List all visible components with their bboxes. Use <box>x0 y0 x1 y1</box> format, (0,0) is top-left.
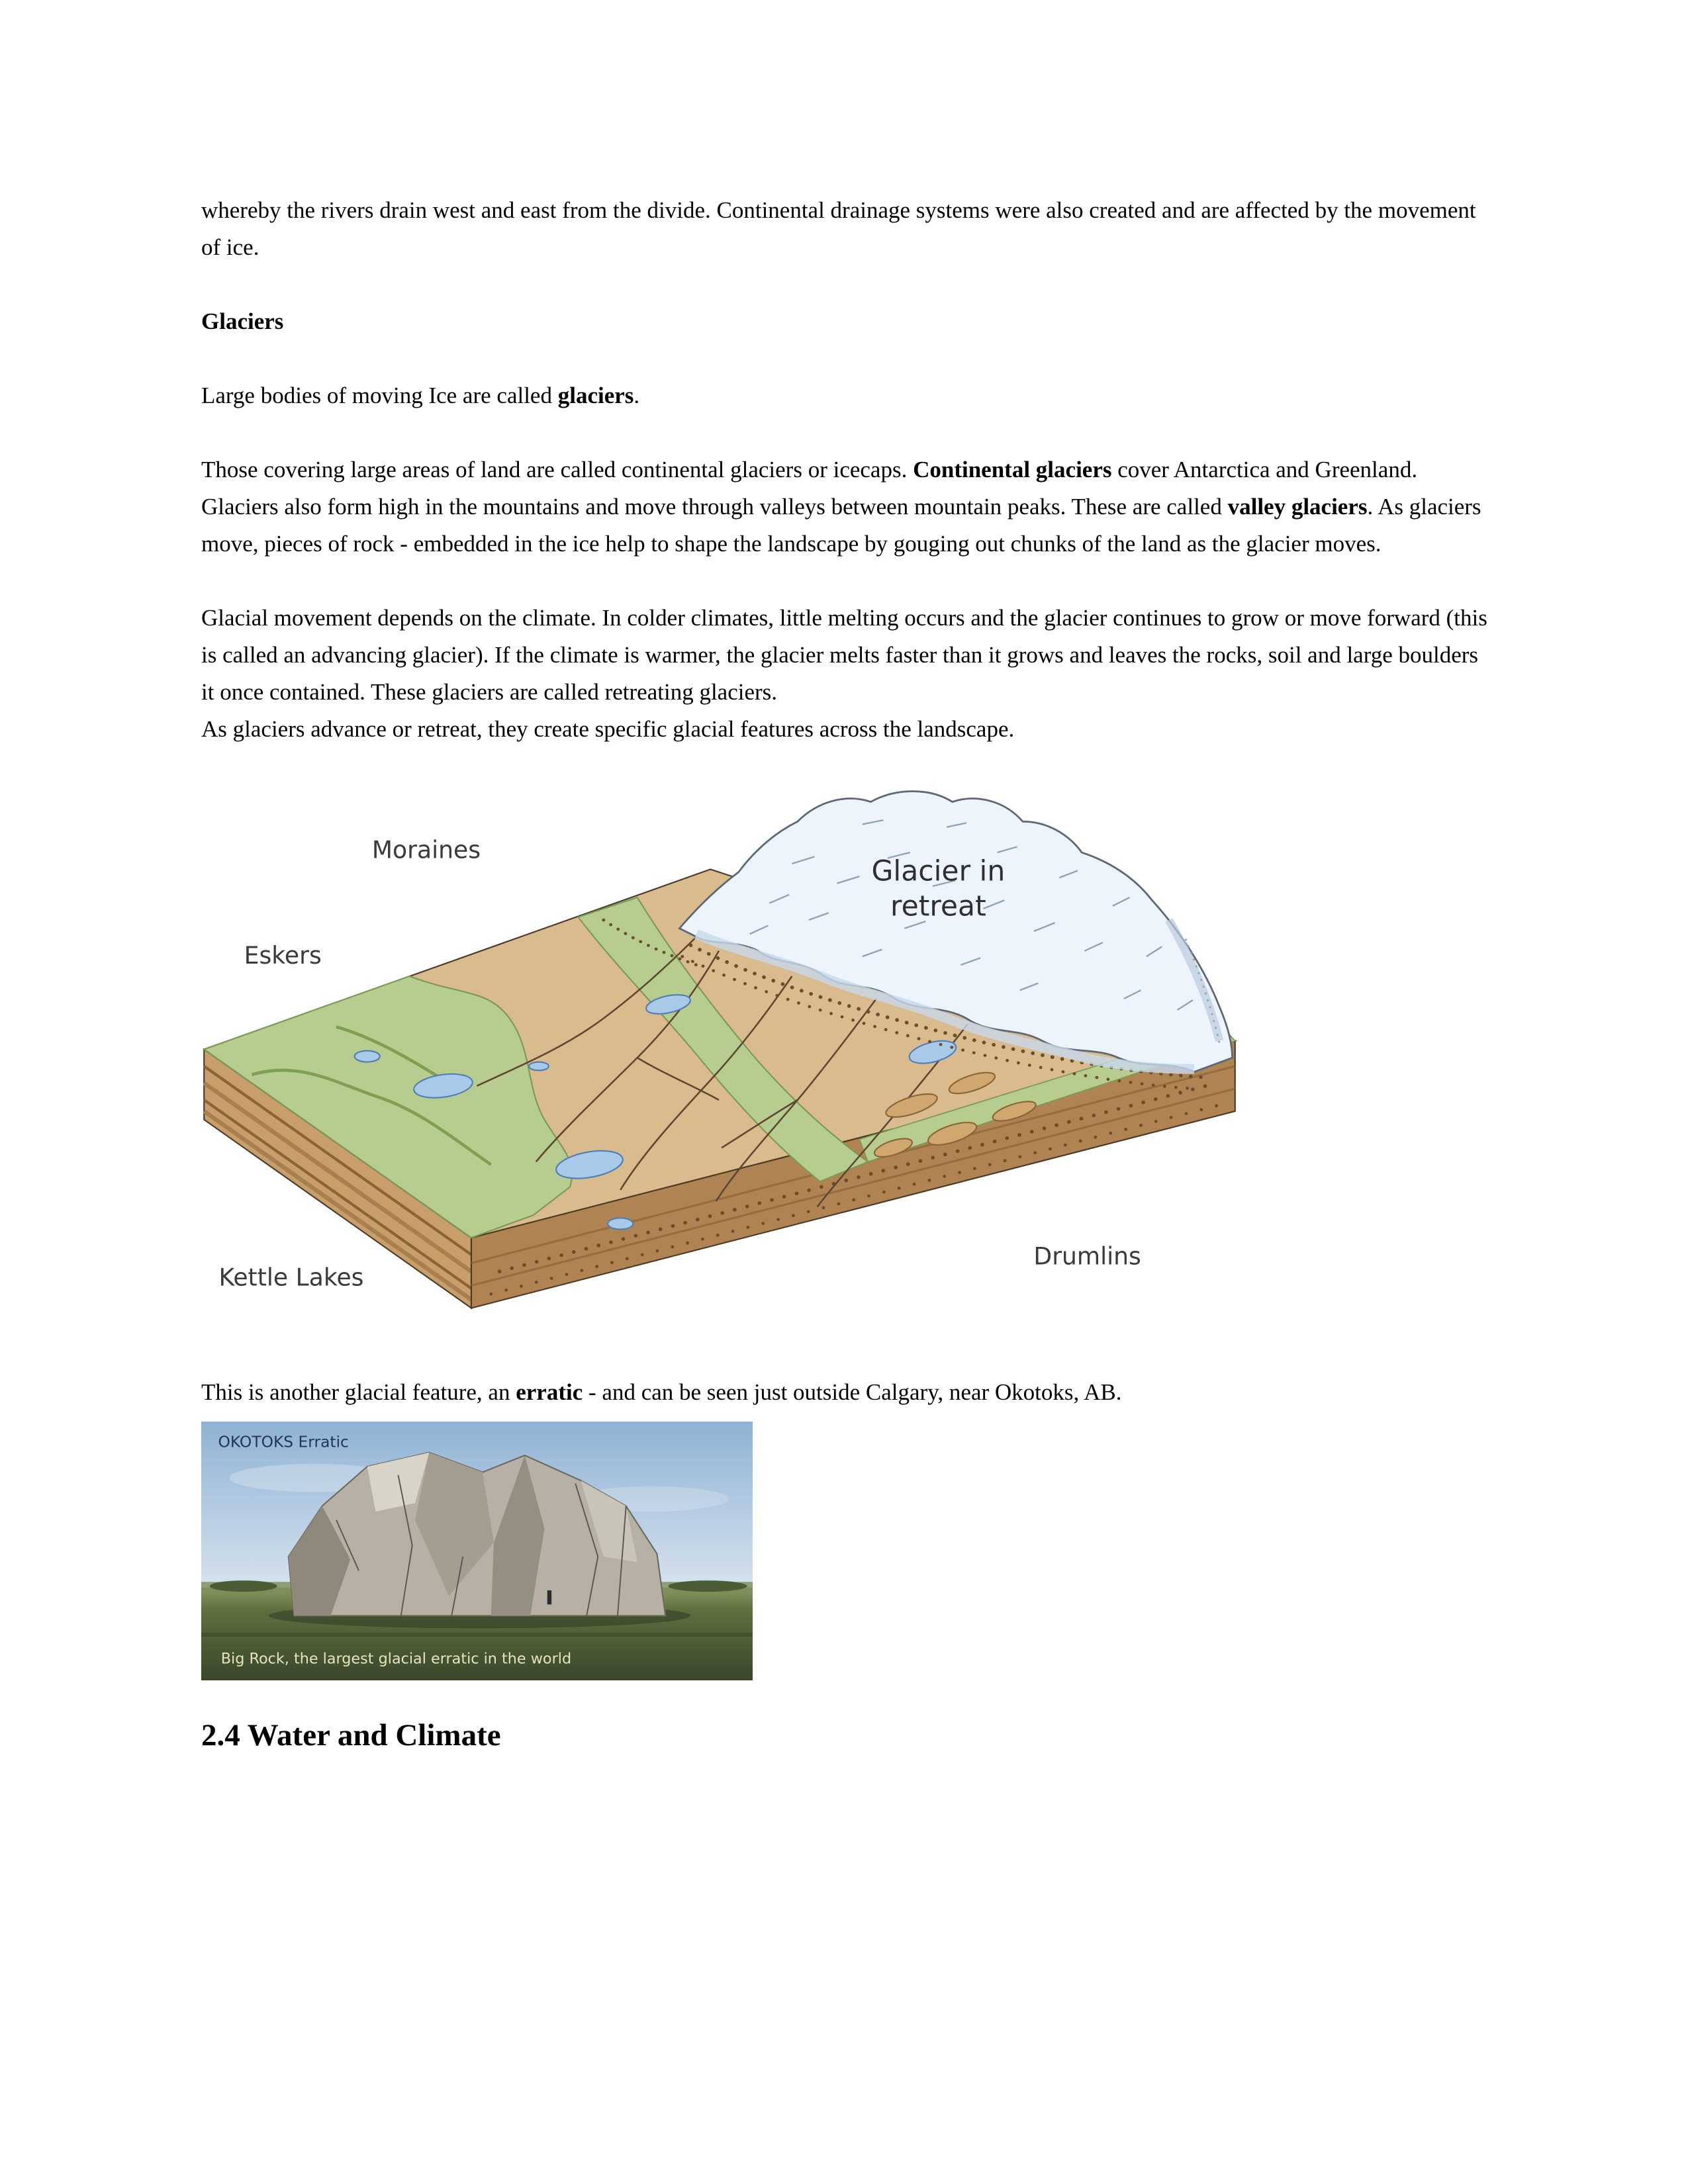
text-segment: . <box>633 383 640 408</box>
diagram-label-drumlins: Drumlins <box>1033 1242 1141 1271</box>
text-segment: Large bodies of moving Ice are called <box>201 383 558 408</box>
okotoks-erratic-photo <box>201 1422 753 1680</box>
diagram-label-glacier-line2: retreat <box>890 890 986 923</box>
text-segment: - and can be seen just outside Calgary, near Okotoks, AB. <box>583 1379 1122 1405</box>
text-segment: . As glaciers move, pieces of rock - embedded in the ice help to shape the landscape by gouging out chunks of the land as the glacier moves. <box>201 494 1481 557</box>
glacial-features-diagram <box>201 785 1238 1347</box>
text-segment-bold: glaciers <box>557 383 634 408</box>
paragraph-movement <box>201 600 1492 748</box>
text-segment-bold: Continental glaciers <box>913 457 1112 482</box>
diagram-label-moraines: Moraines <box>371 835 481 864</box>
text-segment-bold: valley glaciers <box>1227 494 1368 520</box>
diagram-label-eskers: Eskers <box>244 940 322 970</box>
diagram-label-glacier-line1: Glacier in <box>871 855 1006 888</box>
erratic-photo-svg <box>201 1422 753 1680</box>
paragraph-erratic <box>201 1374 1492 1411</box>
photo-title-text: OKOTOKS Erratic <box>218 1432 349 1451</box>
photo-caption-text: Big Rock, the largest glacial erratic in the world <box>220 1650 572 1668</box>
paragraph-intro: whereby the rivers drain west and east from the divide. Continental drainage systems were also created and are affected by the movement of ice. <box>201 197 1476 260</box>
diagram-label-kettle-lakes: Kettle Lakes <box>218 1263 364 1292</box>
glacial-diagram-svg <box>201 785 1238 1347</box>
text-segment: cover Antarctica and Greenland. Glaciers also form high in the mountains and move through valleys between mountain peaks. These are called <box>201 457 1418 520</box>
paragraph-large-bodies <box>201 377 1492 414</box>
text-line: Glacial movement depends on the climate. In colder climates, little melting occurs and the glacier continues to grow or move forward (this is called an advancing glacier). If the climate is warmer, the glacier melts faster than it grows and leaves the rocks, soil and large boulders it once contained. These glaciers are called retreating glaciers. <box>201 605 1487 705</box>
heading-glaciers: Glaciers <box>201 308 284 334</box>
text-segment: Those covering large areas of land are called continental glaciers or icecaps. <box>201 457 914 482</box>
paragraph-continental <box>201 451 1492 563</box>
text-segment: This is another glacial feature, an <box>201 1379 516 1405</box>
heading-water-and-climate: 2.4 Water and Climate <box>201 1718 501 1752</box>
text-segment-bold: erratic <box>516 1379 583 1405</box>
text-line: As glaciers advance or retreat, they create specific glacial features across the landscape. <box>201 716 1015 742</box>
